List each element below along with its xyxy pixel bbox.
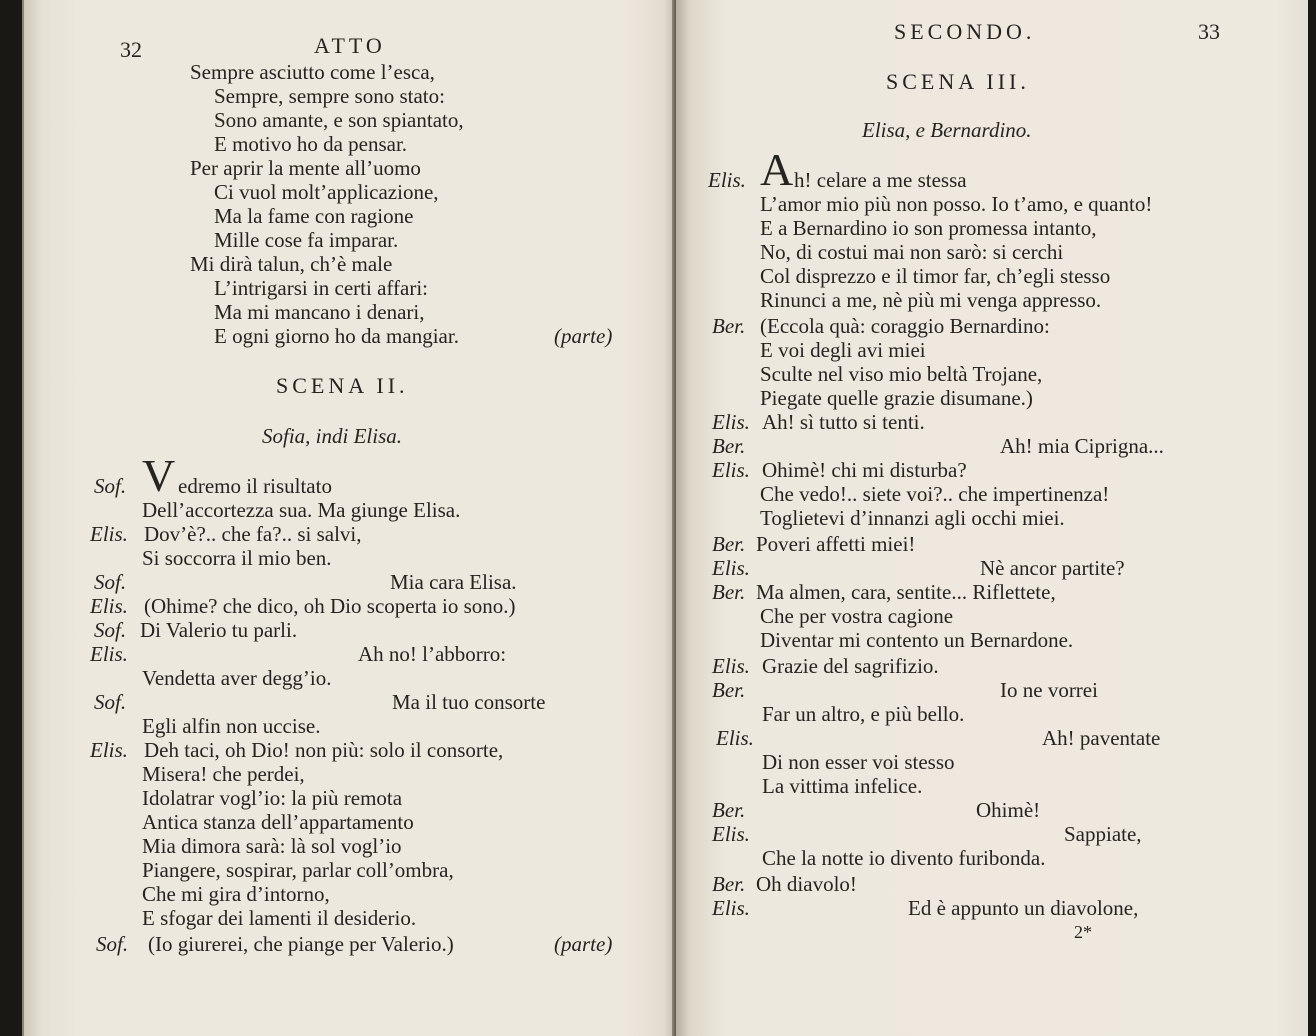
dialogue-line: Ohimè! — [976, 798, 1041, 822]
dialogue-line: La vittima infelice. — [762, 774, 923, 798]
dialogue-line: Dov’è?.. che fa?.. si salvi, — [144, 522, 362, 546]
dialogue-line: Deh taci, oh Dio! non più: solo il consorte, — [144, 738, 504, 762]
scene-characters: Sofia, indi Elisa. — [262, 424, 403, 448]
dialogue-line: Ah! sì tutto si tenti. — [762, 410, 925, 434]
speaker-label: Elis. — [90, 594, 128, 618]
speaker-label: Elis. — [712, 896, 750, 920]
dialogue-line: (Io giurerei, che piange per Valerio.) — [148, 932, 454, 956]
dialogue-line: Ed è appunto un diavolone, — [908, 896, 1139, 920]
right-page — [676, 0, 1308, 1036]
stage-direction: (parte) — [554, 932, 613, 956]
dialogue-line: edremo il risultato — [178, 474, 332, 498]
dialogue-line: Ma almen, cara, sentite... Riflettete, — [756, 580, 1056, 604]
dialogue-line: Che la notte io divento furibonda. — [762, 846, 1046, 870]
stage-direction: (parte) — [554, 324, 613, 348]
dialogue-line: L’amor mio più non posso. Io t’amo, e quanto! — [760, 192, 1153, 216]
speaker-label: Elis. — [712, 458, 750, 482]
dialogue-line: Nè ancor partite? — [980, 556, 1125, 580]
dialogue-line: Io ne vorrei — [1000, 678, 1098, 702]
dialogue-line: Antica stanza dell’appartamento — [142, 810, 414, 834]
dialogue-line: Egli alfin non uccise. — [142, 714, 321, 738]
dialogue-line: Ma il tuo consorte — [392, 690, 546, 714]
drop-cap: V — [142, 450, 176, 501]
speaker-label: Ber. — [712, 872, 746, 896]
page-number: 33 — [1198, 19, 1220, 44]
page-number: 32 — [120, 37, 142, 62]
dialogue-line: E sfogar dei lamenti il desiderio. — [142, 906, 417, 930]
speaker-label: Elis. — [712, 654, 750, 678]
verse-line: Ma mi mancano i denari, — [214, 300, 425, 324]
dialogue-line: (Eccola quà: coraggio Bernardino: — [760, 314, 1050, 338]
speaker-label: Ber. — [712, 532, 746, 556]
scene-title: SCENA III. — [886, 69, 1030, 94]
dialogue-line: Oh diavolo! — [756, 872, 857, 896]
verse-line: L’intrigarsi in certi affari: — [214, 276, 429, 300]
dialogue-line: Mia cara Elisa. — [390, 570, 517, 594]
dialogue-line: Dell’accortezza sua. Ma giunge Elisa. — [142, 498, 461, 522]
running-head: SECONDO. — [894, 19, 1036, 44]
speaker-label: Elis. — [712, 410, 750, 434]
dialogue-line: Si soccorra il mio ben. — [142, 546, 332, 570]
dialogue-line: Ah! mia Ciprigna... — [1000, 434, 1164, 458]
speaker-label: Ber. — [712, 678, 746, 702]
dialogue-line: Di Valerio tu parli. — [140, 618, 298, 642]
dialogue-line: E a Bernardino io son promessa intanto, — [760, 216, 1097, 240]
dialogue-line: Ohimè! chi mi disturba? — [762, 458, 967, 482]
verse-line: Mille cose fa imparar. — [214, 228, 399, 252]
speaker-label: Sof. — [94, 474, 127, 498]
dialogue-line: Misera! che perdei, — [142, 762, 305, 786]
speaker-label: Ber. — [712, 580, 746, 604]
speaker-label: Elis. — [716, 726, 754, 750]
speaker-label: Ber. — [712, 798, 746, 822]
dialogue-line: Che per vostra cagione — [760, 604, 954, 628]
dialogue-line: No, di costui mai non sarò: si cerchi — [760, 240, 1064, 264]
dialogue-line: Toglietevi d’innanzi agli occhi miei. — [760, 506, 1065, 530]
dialogue-line: Poveri affetti miei! — [756, 532, 916, 556]
left-page — [22, 0, 678, 1036]
dialogue-line: Idolatrar vogl’io: la più remota — [142, 786, 403, 810]
dialogue-line: Far un altro, e più bello. — [762, 702, 965, 726]
dialogue-line: Mia dimora sarà: là sol vogl’io — [142, 834, 402, 858]
speaker-label: Elis. — [712, 822, 750, 846]
signature-mark: 2* — [1074, 922, 1092, 942]
scene-characters: Elisa, e Bernardino. — [862, 118, 1032, 142]
speaker-label: Sof. — [96, 932, 129, 956]
verse-line: E ogni giorno ho da mangiar. — [214, 324, 459, 348]
verse-line: Sempre, sempre sono stato: — [214, 84, 445, 108]
dialogue-line: (Ohime? che dico, oh Dio scoperta io sono.) — [144, 594, 516, 618]
dialogue-line: Ah no! l’abborro: — [358, 642, 507, 666]
scene-title: SCENA II. — [276, 373, 409, 398]
verse-line: E motivo ho da pensar. — [214, 132, 408, 156]
dialogue-line: h! celare a me stessa — [794, 168, 967, 192]
verse-line: Sono amante, e son spiantato, — [214, 108, 464, 132]
running-head: ATTO — [314, 33, 386, 58]
speaker-label: Ber. — [712, 314, 746, 338]
verse-line: Ci vuol molt’applicazione, — [214, 180, 439, 204]
speaker-label: Elis. — [90, 642, 128, 666]
dialogue-line: Rinunci a me, nè più mi venga appresso. — [760, 288, 1102, 312]
dialogue-line: Col disprezzo e il timor far, ch’egli stesso — [760, 264, 1111, 288]
drop-cap: A — [760, 144, 794, 195]
dialogue-line: Che vedo!.. siete voi?.. che impertinenza! — [760, 482, 1110, 506]
speaker-label: Ber. — [712, 434, 746, 458]
dialogue-line: Grazie del sagrifizio. — [762, 654, 939, 678]
dialogue-line: Vendetta aver degg’io. — [142, 666, 332, 690]
speaker-label: Sof. — [94, 570, 127, 594]
speaker-label: Sof. — [94, 690, 127, 714]
verse-line: Ma la fame con ragione — [214, 204, 414, 228]
dialogue-line: Piegate quelle grazie disumane.) — [760, 386, 1033, 410]
verse-line: Mi dirà talun, ch’è male — [190, 252, 393, 276]
verse-line: Sempre asciutto come l’esca, — [190, 60, 435, 84]
verse-line: Per aprir la mente all’uomo — [190, 156, 421, 180]
dialogue-line: Sappiate, — [1064, 822, 1142, 846]
speaker-label: Elis. — [90, 522, 128, 546]
speaker-label: Elis. — [90, 738, 128, 762]
dialogue-line: Di non esser voi stesso — [762, 750, 955, 774]
dialogue-line: Piangere, sospirar, parlar coll’ombra, — [142, 858, 454, 882]
dialogue-line: E voi degli avi miei — [760, 338, 926, 362]
dialogue-line: Ah! paventate — [1042, 726, 1161, 750]
speaker-label: Elis. — [712, 556, 750, 580]
dialogue-line: Che mi gira d’intorno, — [142, 882, 330, 906]
dialogue-line: Sculte nel viso mio beltà Trojane, — [760, 362, 1043, 386]
dialogue-line: Diventar mi contento un Bernardone. — [760, 628, 1074, 652]
speaker-label: Sof. — [94, 618, 127, 642]
speaker-label: Elis. — [708, 168, 746, 192]
